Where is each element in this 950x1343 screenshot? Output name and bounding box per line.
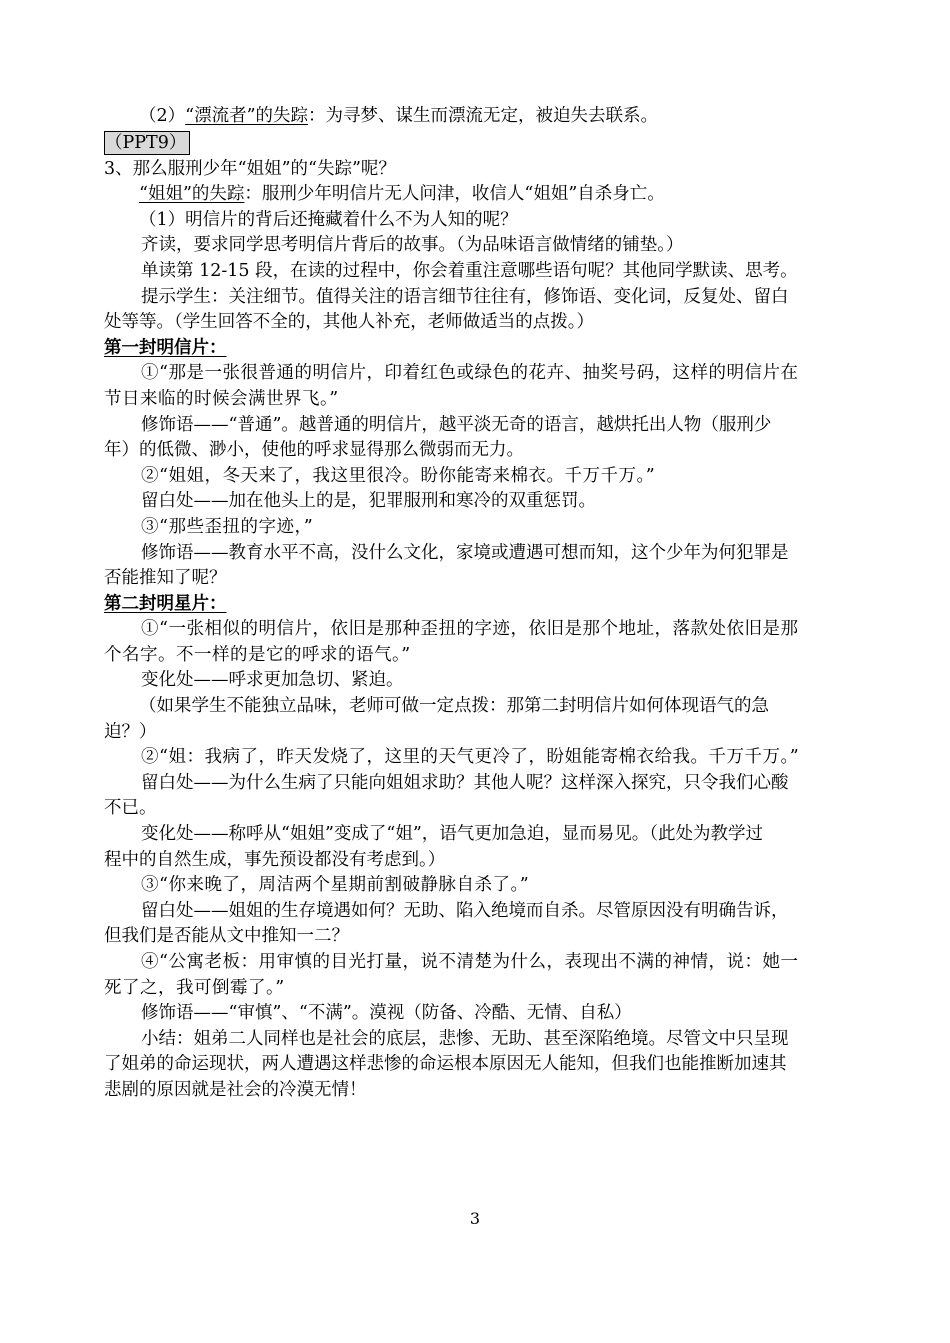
- comment-9: 修饰语——“审慎”、“不满”。漠视（防备、冷酷、无情、自私）: [141, 1003, 632, 1024]
- comment-8-cont: 但我们是否能从文中推知一二？: [104, 926, 349, 947]
- paragraph-sister-disappearance: [104, 182, 849, 208]
- paragraph-hint: 提示学生：关注细节。值得关注的语言细节往往有，修饰语、变化词，反复处、留白: [141, 286, 789, 307]
- ppt-label-row: [104, 130, 849, 157]
- quote-2: ②“姐姐，冬天来了，我这里很冷。盼你能寄来棉衣。千万千万。”: [141, 465, 656, 486]
- paragraph-subquestion-1: （1）明信片的背后还掩藏着什么不为人知的呢？: [139, 209, 518, 230]
- quote-1: ①“那是一张很普通的明信片，印着红色或绿色的花卉、抽奖号码，这样的明信片在: [141, 363, 799, 384]
- comment-1: 修饰语——“普通”。越普通的明信片，越平淡无奇的语言，越烘托出人物（服刑少: [141, 414, 772, 435]
- quote-1-cont: 节日来临的时候会满世界飞。”: [104, 388, 339, 409]
- comment-3: 修饰语——教育水平不高，没什么文化，家境或遭遇可想而知，这个少年为何犯罪是: [141, 542, 789, 563]
- underlined-phrase: “漂流者”的失踪: [185, 106, 309, 126]
- page-number: 3: [469, 1209, 481, 1228]
- quote-7: ④“公寓老板：用审慎的目光打量，说不清楚为什么，表现出不满的神情，说：她一: [141, 952, 799, 972]
- comment-4: 变化处——呼求更加急切、紧迫。: [141, 670, 404, 691]
- comment-5-cont: 迫？）: [104, 721, 157, 742]
- comment-6: 留白处——为什么生病了只能向姐姐求助？其他人呢？这样深入探究，只令我们心酸: [141, 772, 789, 793]
- section-heading-first-postcard: 第一封明信片：: [104, 337, 227, 358]
- comment-1-cont: 年）的低微、渺小，使他的呼求显得那么微弱而无力。: [104, 440, 524, 461]
- comment-2: 留白处——加在他头上的是，犯罪服刑和寒冷的双重惩罚。: [141, 491, 596, 512]
- paragraph-drifter-disappearance: [104, 104, 849, 130]
- quote-6: ③“你来晚了，周洁两个星期前割破静脉自杀了。”: [141, 875, 530, 896]
- summary: 小结：姐弟二人同样也是社会的底层，悲惨、无助、甚至深陷绝境。尽管文中只呈现: [141, 1028, 789, 1049]
- summary-cont-2: 悲剧的原因就是社会的冷漠无情！: [104, 1079, 367, 1100]
- paragraph-read-aloud: 齐读，要求同学思考明信片背后的故事。（为品味语言做情绪的铺垫。）: [141, 235, 684, 256]
- ppt-label: （PPT9）: [104, 131, 190, 155]
- comment-7-cont: 程中的自然生成，事先预设都没有考虑到。）: [104, 849, 446, 870]
- list-number: （2）: [139, 106, 186, 126]
- paragraph-text: ：服刑少年明信片无人问津，收信人“姐姐”自杀身亡。: [244, 184, 665, 205]
- comment-8: 留白处——姐姐的生存境遇如何？无助、陷入绝境而自杀。尽管原因没有明确告诉，: [141, 900, 789, 921]
- comment-3-cont: 否能推知了呢？: [104, 568, 227, 589]
- section-heading-second-postcard: 第二封明星片：: [104, 593, 227, 614]
- paragraph-text: ：为寻梦、谋生而漂流无定，被迫失去联系。: [308, 106, 659, 126]
- quote-7-cont: 死了之，我可倒霉了。”: [104, 977, 285, 998]
- comment-5: （如果学生不能独立品味，老师可做一定点拨：那第二封明信片如何体现语气的急: [139, 696, 769, 717]
- quote-4: ①“一张相似的明信片，依旧是那种歪扭的字迹，依旧是那个地址，落款处依旧是那: [141, 619, 799, 640]
- paragraph-question-3: 3、那么服刑少年“姐姐”的“失踪”呢？: [104, 158, 396, 179]
- page-content: [104, 104, 849, 1104]
- comment-7: 变化处——称呼从“姐姐”变成了“姐”，语气更加急迫，显而易见。（此处为教学过: [141, 824, 764, 845]
- quote-5: ②“姐：我病了，昨天发烧了，这里的天气更冷了，盼姐能寄棉衣给我。千万千万。”: [141, 747, 800, 768]
- summary-cont-1: 了姐弟的命运现状，两人遭遇这样悲惨的命运根本原因无人能知，但我们也能推断加速其: [104, 1054, 787, 1075]
- underlined-phrase: “姐姐”的失踪: [139, 184, 245, 205]
- comment-6-cont: 不已。: [104, 798, 157, 819]
- quote-4-cont: 个名字。不一样的是它的呼求的语气。”: [104, 644, 411, 665]
- quote-3: ③“那些歪扭的字迹，”: [141, 516, 314, 537]
- paragraph-single-read: 单读第 12-15 段，在读的过程中，你会着重注意哪些语句呢？其他同学默读、思考。: [141, 260, 798, 281]
- paragraph-hint-cont: 处等等。（学生回答不全的，其他人补充，老师做适当的点拨。）: [104, 312, 594, 333]
